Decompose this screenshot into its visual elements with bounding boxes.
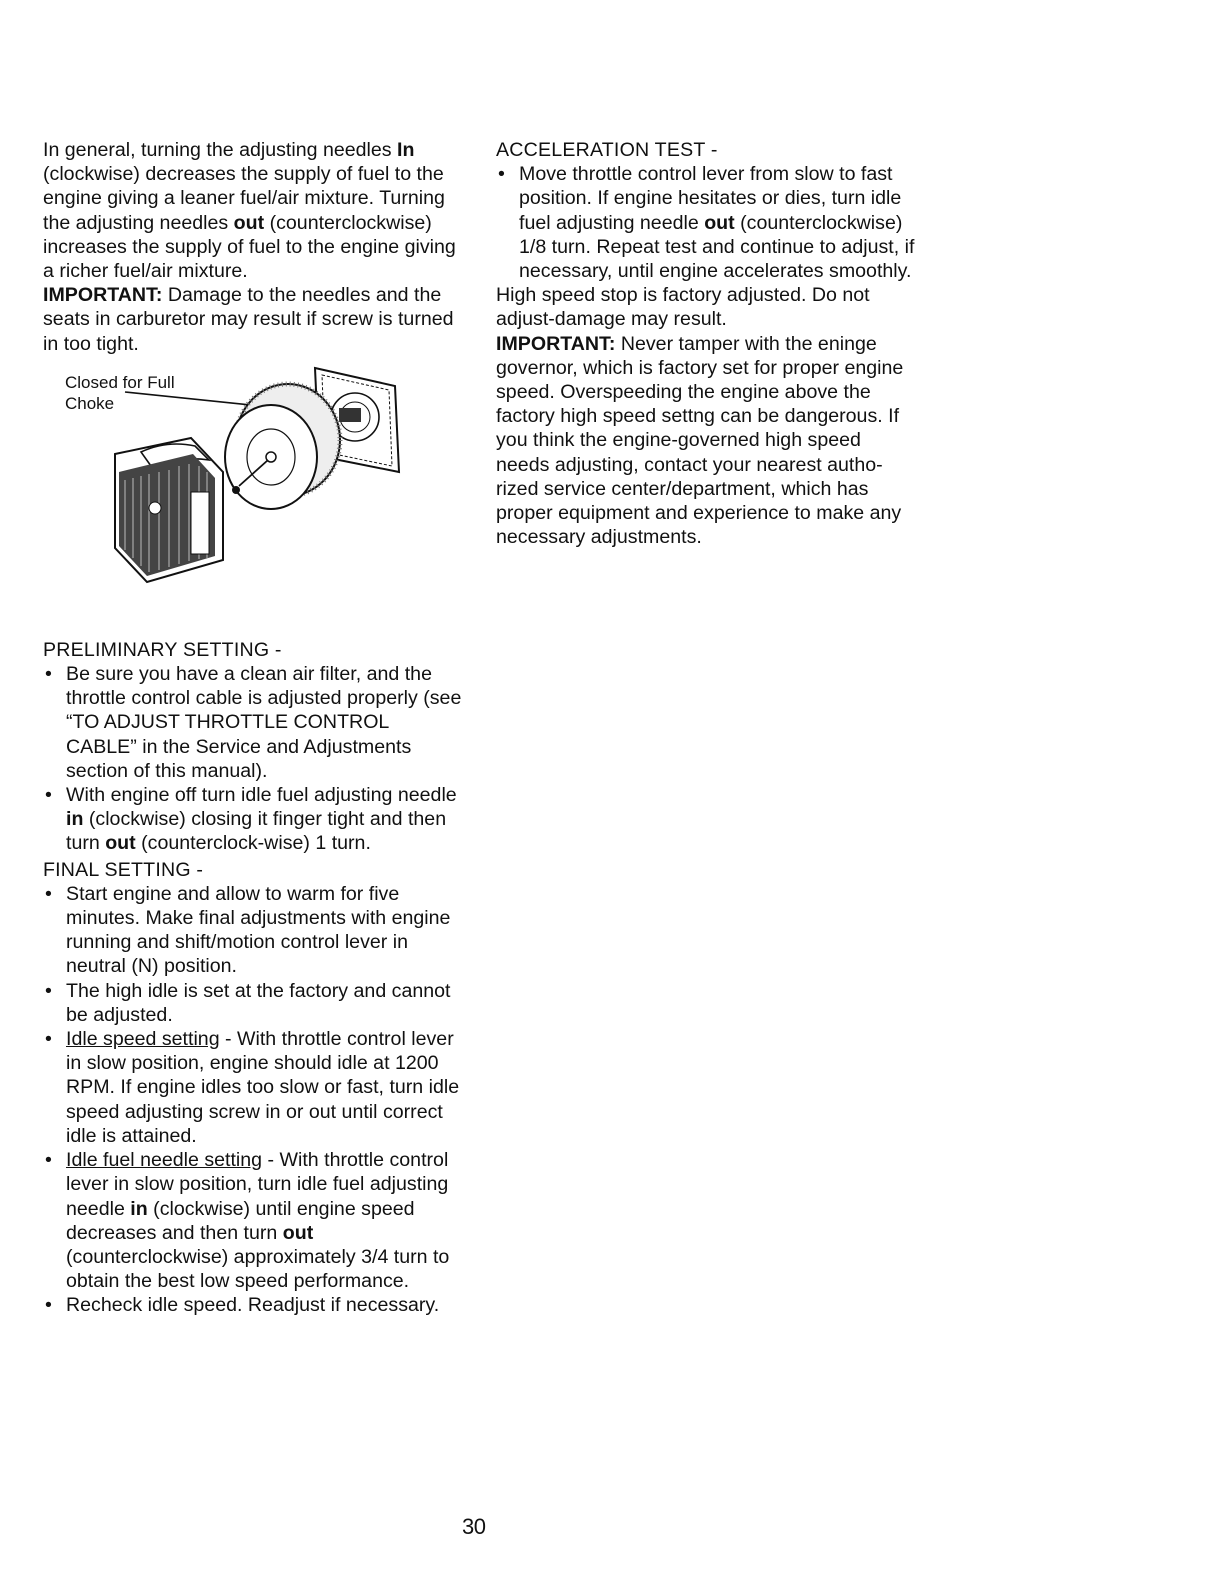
intro-text-2: (clockwise) decreases the supply of fuel to the engine giving a leaner fuel/air mixture. Turning the adjusting needles	[43, 163, 445, 234]
preliminary-setting-heading: PRELIMINARY SETTING -	[43, 638, 282, 661]
intro-paragraph	[43, 138, 463, 283]
final-item: • Start engine and allow to warm for five minutes. Make final adjustments with engine running and shift/motion control lever in neutral (N) position.	[43, 882, 463, 979]
bold-out: out	[282, 1221, 314, 1244]
intro-bold-out: out	[233, 211, 265, 234]
acceleration-item	[496, 162, 916, 283]
right-column	[496, 138, 916, 549]
important-label: IMPORTANT:	[496, 332, 616, 355]
figure-label-line-1: Closed for Full	[65, 372, 175, 392]
bold-in: in	[66, 808, 84, 831]
final-setting-heading: FINAL SETTING -	[43, 858, 204, 881]
acceleration-list	[496, 162, 916, 283]
bold-out: out	[704, 211, 735, 234]
text-span: Move throttle control lever from slow to fast position. If engine hesitates or dies, turn idle fuel adjusting needle	[519, 163, 902, 234]
text-span: With engine off turn idle fuel adjusting needle	[66, 784, 457, 807]
text-span: (counterclockwise) approximately 3/4 turn to obtain the best low speed performance.	[66, 1245, 450, 1293]
final-item: • The high idle is set at the factory and cannot be adjusted.	[43, 979, 463, 1027]
text-span: - With throttle control lever in slow position, engine should idle at 1200 RPM. If engine idles too slow or fast, turn idle speed adjusting screw in or out until correct idle is attained.	[66, 1028, 460, 1147]
intro-bold-in: In	[397, 139, 415, 161]
final-item: • Recheck idle speed. Readjust if necessary.	[43, 1293, 463, 1317]
underlined-term: Idle speed setting	[66, 1028, 220, 1051]
preliminary-list	[43, 662, 463, 856]
intro-text-1: In general, turning the adjusting needles	[43, 139, 392, 161]
final-list	[43, 882, 463, 1318]
final-item	[43, 1027, 463, 1148]
preliminary-item	[43, 783, 463, 856]
left-column	[43, 138, 463, 1318]
important-label: IMPORTANT:	[43, 284, 163, 307]
bold-in: in	[130, 1197, 148, 1220]
important-note-right	[496, 332, 916, 550]
text-span: (counterclock-wise) 1 turn.	[141, 832, 371, 855]
final-item	[43, 1148, 463, 1293]
text-span: - With throttle control lever in slow position, turn idle fuel adjusting needle	[66, 1149, 449, 1220]
acceleration-test-heading: ACCELERATION TEST -	[496, 139, 718, 161]
carburetor-choke-figure	[43, 360, 443, 622]
bold-out: out	[105, 832, 136, 855]
text-span: (counterclockwise) 1/8 turn. Repeat test and continue to adjust, if necessary, until engine accelerates smoothly.	[519, 211, 915, 283]
underlined-term: Idle fuel needle setting	[66, 1149, 263, 1172]
high-speed-note: High speed stop is factory adjusted. Do not adjust-damage may result.	[496, 284, 870, 331]
important-note-left	[43, 283, 463, 356]
text-span: (clockwise) until engine speed decreases and then turn	[66, 1197, 415, 1244]
preliminary-item: • Be sure you have a clean air filter, and the throttle control cable is adjusted properly (see “TO ADJUST THROTTLE CONTROL CABLE” in the Service and Adjustments section of this manual).	[43, 662, 463, 783]
figure-label-line-2: Choke	[65, 393, 115, 413]
important-text: Never tamper with the eninge governor, which is factory set for proper engine speed. Overspeeding the engine above the factory high speed settng can be dangerous. If you think the engine-governed high speed needs adjusting, contact your nearest autho-rized service center/department, which has proper equipment and experience to make any necessary adjustments.	[496, 332, 904, 549]
intro-text-3: (counterclockwise) increases the supply of fuel to the engine giving a richer fuel/air mixture.	[43, 211, 456, 283]
air-filter-choke-illustration	[43, 360, 443, 622]
page-number: 30	[462, 1514, 486, 1539]
important-text: Damage to the needles and the seats in carburetor may result if screw is turned in too tight.	[43, 284, 454, 355]
text-span: (clockwise) closing it finger tight and then turn	[66, 808, 447, 855]
